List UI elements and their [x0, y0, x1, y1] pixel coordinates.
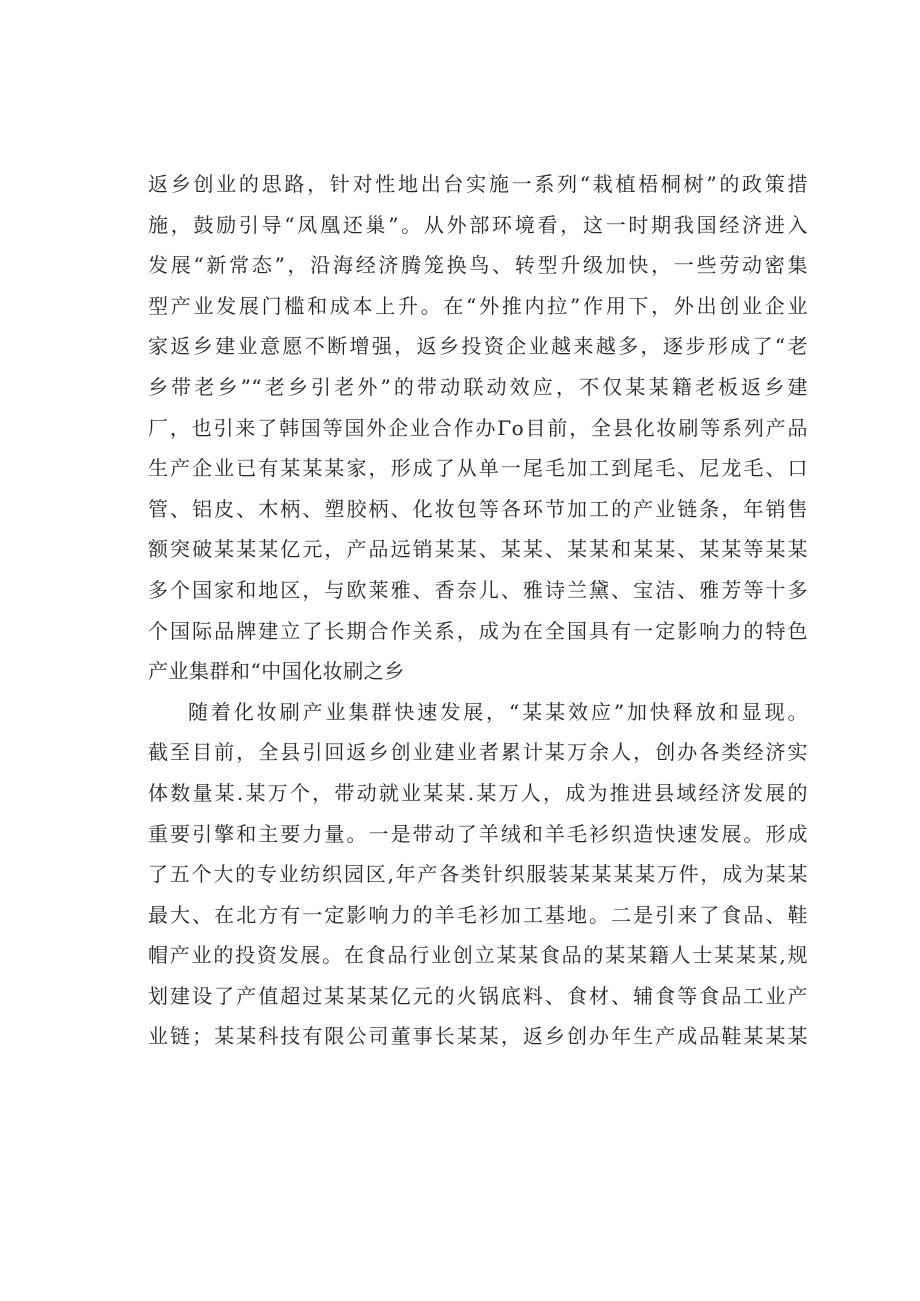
- text-line: 家返乡建业意愿不断增强，返乡投资企业越来越多，逐步形成了“老: [148, 334, 808, 359]
- text-line: 最大、在北方有一定影响力的羊毛衫加工基地。二是引来了食品、鞋: [148, 902, 808, 927]
- text-line: 业链；某某科技有限公司董事长某某，返乡创办年生产成品鞋某某某: [148, 1024, 808, 1049]
- text-line: 管、铝皮、木柄、塑胶柄、化妆包等各环节加工的产业链条，年销售: [148, 496, 808, 521]
- text-line: 乡带老乡”“老乡引老外”的带动联动效应，不仅某某籍老板返乡建: [148, 374, 808, 399]
- text-line: 随着化妆刷产业集群快速发展，“某某效应”加快释放和显现。: [188, 699, 808, 724]
- paragraph-2: [148, 692, 808, 1057]
- text-line: 额突破某某某亿元，产品远销某某、某某、某某和某某、某某等某某: [148, 537, 808, 562]
- paragraph-1: [148, 164, 808, 692]
- text-line: 生产企业已有某某某家，形成了从单一尾毛加工到尾毛、尼龙毛、口: [148, 456, 808, 481]
- text-line: 发展“新常态”，沿海经济腾笼换鸟、转型升级加快，一些劳动密集: [148, 253, 808, 278]
- text-line: 施，鼓励引导“凤凰还巢”。从外部环境看，这一时期我国经济进入: [148, 212, 808, 237]
- text-line: 厂，也引来了韩国等国外企业合作办Γo目前，全县化妆刷等系列产品: [148, 415, 808, 440]
- text-line: 产业集群和“中国化妆刷之乡: [148, 659, 405, 684]
- text-line: 重要引擎和主要力量。一是带动了羊绒和羊毛衫织造快速发展。形成: [148, 821, 808, 846]
- text-line: 个国际品牌建立了长期合作关系，成为在全国具有一定影响力的特色: [148, 618, 808, 643]
- text-line: 型产业发展门槛和成本上升。在“外推内拉”作用下，外出创业企业: [148, 293, 808, 318]
- text-line: 划建设了产值超过某某某亿元的火锅底料、食材、辅食等食品工业产: [148, 983, 808, 1008]
- text-line: 了五个大的专业纺织园区,年产各类针织服装某某某某万件，成为某某: [148, 862, 808, 887]
- text-line: 截至目前，全县引回返乡创业建业者累计某万余人，创办各类经济实: [148, 740, 808, 765]
- text-line: 多个国家和地区，与欧莱雅、香奈儿、雅诗兰黛、宝洁、雅芳等十多: [148, 577, 808, 602]
- text-line: 帽产业的投资发展。在食品行业创立某某食品的某某籍人士某某某,规: [148, 943, 808, 968]
- text-line: 返乡创业的思路，针对性地出台实施一系列“栽植梧桐树”的政策措: [148, 172, 808, 196]
- body-text: [148, 164, 808, 1057]
- text-line: 体数量某.某万个，带动就业某某.某万人，成为推进县域经济发展的: [148, 780, 808, 805]
